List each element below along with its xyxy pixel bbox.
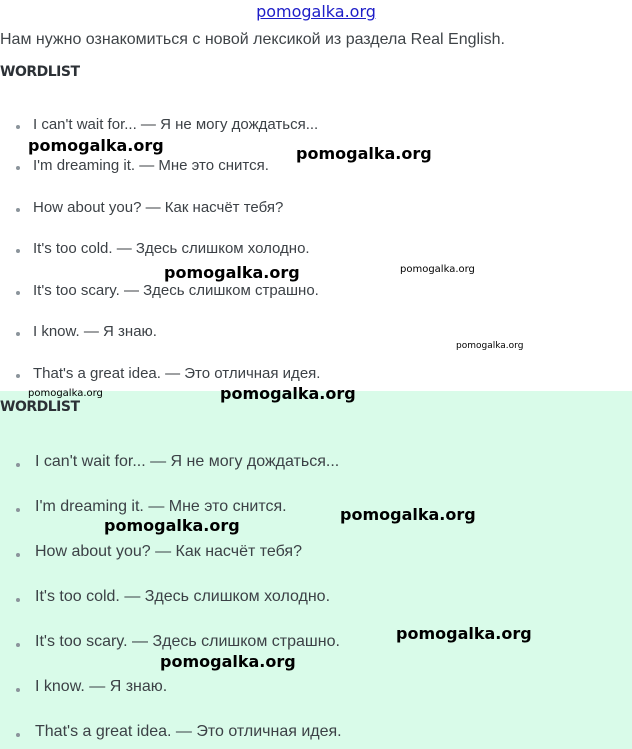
watermark: pomogalka.org bbox=[28, 388, 103, 399]
phrase-text: It's too scary. — Здесь слишком страшно. bbox=[33, 282, 319, 299]
watermark: pomogalka.org bbox=[160, 652, 296, 671]
watermark: pomogalka.org bbox=[164, 263, 300, 282]
phrase-text: I'm dreaming it. — Мне это снится. bbox=[35, 498, 287, 515]
watermark: pomogalka.org bbox=[220, 384, 356, 403]
wordlist-title-top: WORDLIST bbox=[0, 64, 80, 80]
watermark: pomogalka.org bbox=[104, 516, 240, 535]
phrase-text: I know. — Я знаю. bbox=[35, 678, 168, 695]
phrase-text: I'm dreaming it. — Мне это снится. bbox=[33, 157, 269, 174]
phrase-text: It's too cold. — Здесь слишком холодно. bbox=[35, 588, 331, 605]
intro-text: Нам нужно ознакомиться с новой лексикой из раздела Real English. bbox=[0, 31, 505, 48]
watermark: pomogalka.org bbox=[456, 341, 524, 351]
watermark: pomogalka.org bbox=[396, 624, 532, 643]
phrase-text: I can't wait for... — Я не могу дождаться... bbox=[33, 116, 319, 133]
watermark: pomogalka.org bbox=[400, 264, 475, 275]
phrase-text: That's a great idea. — Это отличная идея. bbox=[35, 723, 342, 740]
phrase-text: I know. — Я знаю. bbox=[33, 323, 157, 340]
watermark: pomogalka.org bbox=[28, 136, 164, 155]
site-link[interactable]: pomogalka.org bbox=[256, 2, 376, 21]
phrase-text: How about you? — Как насчёт тебя? bbox=[35, 543, 302, 560]
phrase-text: It's too scary. — Здесь слишком страшно. bbox=[35, 633, 340, 650]
phrase-text: How about you? — Как насчёт тебя? bbox=[33, 199, 284, 216]
phrase-text: That's a great idea. — Это отличная идея. bbox=[33, 365, 321, 382]
phrase-text: I can't wait for... — Я не могу дождаться... bbox=[35, 453, 340, 470]
phrase-text: It's too cold. — Здесь слишком холодно. bbox=[33, 240, 310, 257]
watermark: pomogalka.org bbox=[296, 144, 432, 163]
wordlist-title-bottom: WORDLIST bbox=[0, 399, 80, 415]
watermark: pomogalka.org bbox=[340, 505, 476, 524]
